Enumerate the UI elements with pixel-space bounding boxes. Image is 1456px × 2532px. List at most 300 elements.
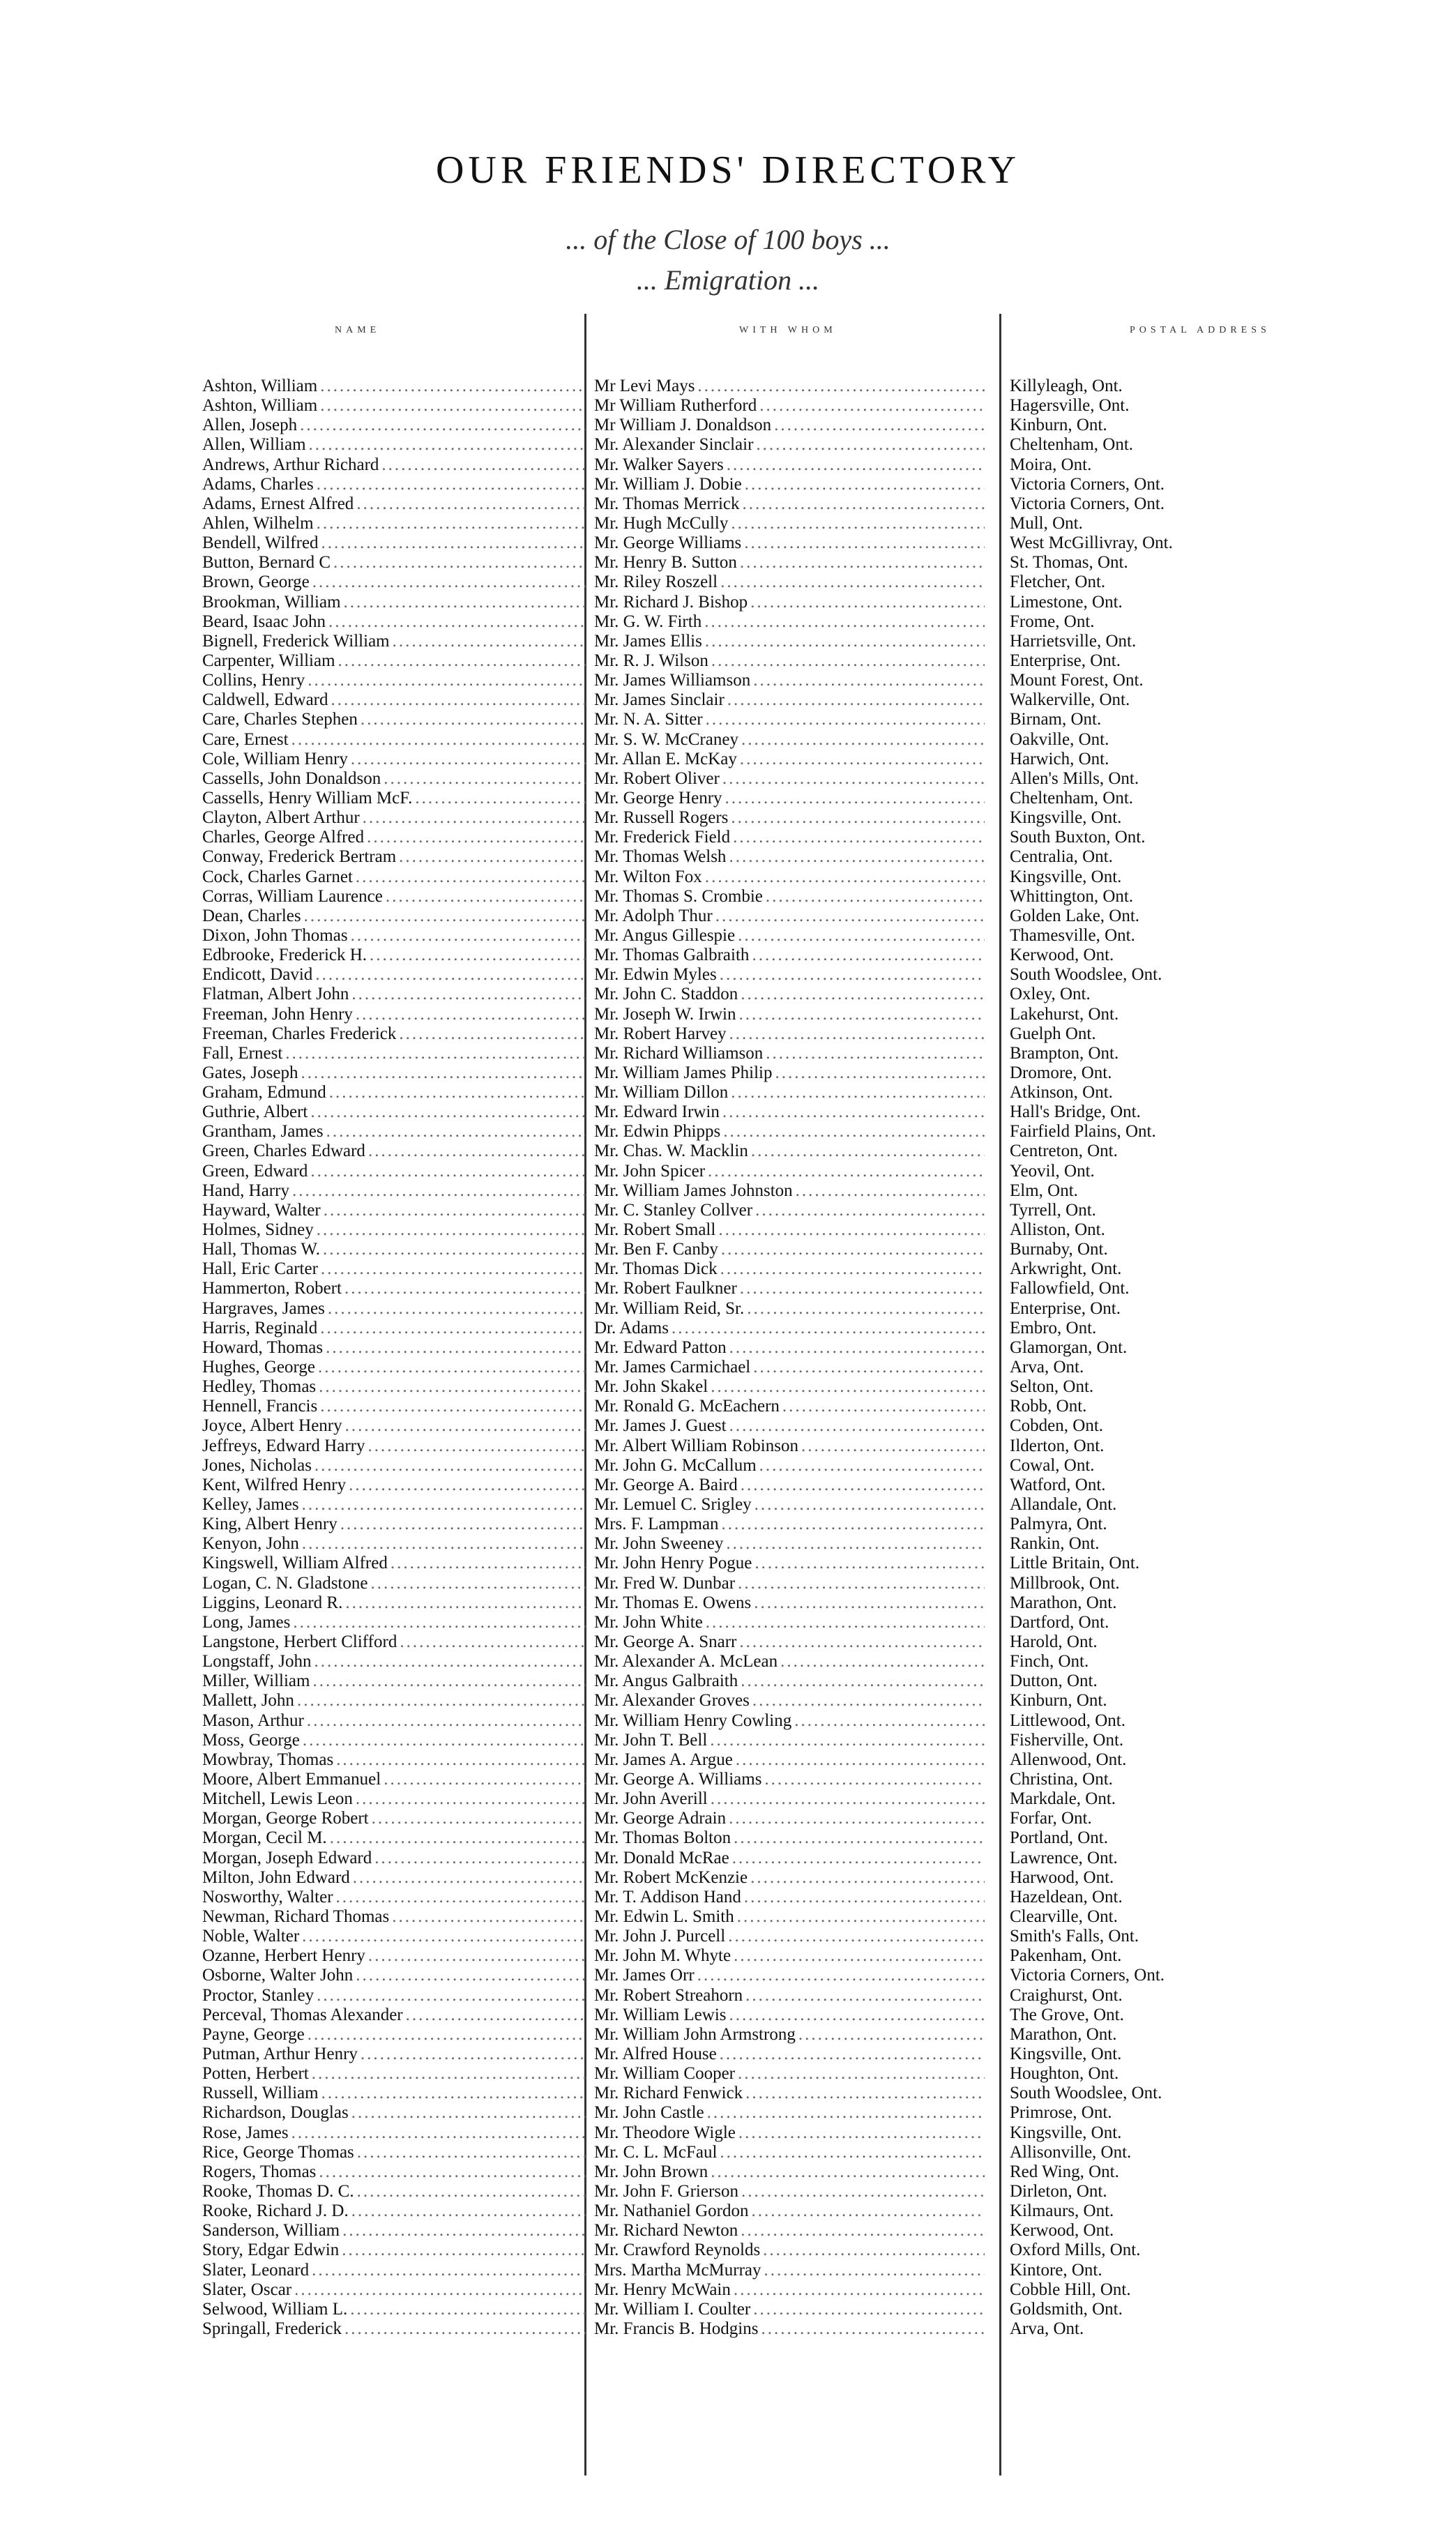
- entry-name: Gates, Joseph: [202, 1063, 298, 1082]
- entry-address: Fisherville, Ont.: [1010, 1730, 1124, 1750]
- leader-dots: [356, 1005, 586, 1024]
- entry-guardian-row: [594, 1397, 985, 1416]
- entry-guardian-row: [594, 2103, 985, 2123]
- leader-dots: [711, 1789, 985, 1809]
- leader-dots: [752, 946, 985, 965]
- entry-name-row: [202, 1986, 586, 2006]
- entry-name: Conway, Frederick Bertram: [202, 847, 397, 867]
- entry-name-row: [202, 1593, 586, 1613]
- entry-name: Green, Edward: [202, 1161, 308, 1181]
- entry-address: Brampton, Ont.: [1010, 1043, 1119, 1063]
- entry-name: Care, Charles Stephen: [202, 710, 358, 729]
- entry-guardian-row: [594, 1495, 985, 1515]
- leader-dots: [336, 1888, 586, 1907]
- entry-name-row: [202, 2103, 586, 2123]
- entry-name: Moore, Albert Emmanuel: [202, 1769, 381, 1789]
- leader-dots: [317, 1986, 586, 2006]
- entry-name: Morgan, George Robert: [202, 1809, 369, 1828]
- entry-guardian-row: [594, 1181, 985, 1201]
- entry-address: Centreton, Ont.: [1010, 1142, 1118, 1161]
- entry-guardian-row: [594, 651, 985, 671]
- entry-guardian-row: [594, 750, 985, 769]
- leader-dots: [720, 2045, 985, 2064]
- entry-guardian: Mr. Theodore Wigle: [594, 2123, 736, 2142]
- leader-dots: [356, 494, 586, 514]
- leader-dots: [350, 2300, 586, 2319]
- entry-name: Dixon, John Thomas: [202, 925, 348, 945]
- entry-address: Elm, Ont.: [1010, 1181, 1078, 1200]
- entry-name-row: [202, 1259, 586, 1279]
- entry-guardian-row: [594, 2123, 985, 2143]
- entry-name: Ashton, William: [202, 396, 318, 416]
- entry-name-row: [202, 1632, 586, 1652]
- entry-name: Mitchell, Lewis Leon: [202, 1789, 353, 1809]
- entry-guardian-row: [594, 1809, 985, 1828]
- entry-address: West McGillivray, Ont.: [1010, 533, 1173, 553]
- entry-name-row: [202, 514, 586, 533]
- column-header-address: POSTAL ADDRESS: [1130, 325, 1271, 335]
- leader-dots: [351, 926, 586, 946]
- entry-name-row: [202, 1731, 586, 1750]
- leader-dots: [310, 1162, 586, 1181]
- entry-guardian: Mr. Alexander Groves: [594, 1691, 750, 1711]
- leader-dots: [315, 965, 586, 985]
- entry-address: Enterprise, Ont.: [1010, 1298, 1121, 1318]
- entry-guardian-row: [594, 1063, 985, 1083]
- entry-guardian: Mr. G. W. Firth: [594, 612, 702, 631]
- entry-address: Moira, Ont.: [1010, 455, 1092, 474]
- entry-name: Green, Charles Edward: [202, 1142, 365, 1161]
- entry-address: Pakenham, Ont.: [1010, 1946, 1122, 1966]
- entry-address: Tyrrell, Ont.: [1010, 1200, 1096, 1220]
- entry-name-row: [202, 1574, 586, 1593]
- entry-address: Rankin, Ont.: [1010, 1534, 1100, 1554]
- entry-guardian-row: [594, 887, 985, 907]
- leader-dots: [754, 1495, 985, 1515]
- entry-guardian: Mr. Angus Gillespie: [594, 925, 736, 945]
- entry-name-row: [202, 1279, 586, 1298]
- leader-dots: [704, 612, 985, 632]
- entry-address: Watford, Ont.: [1010, 1475, 1106, 1494]
- leader-dots: [312, 2064, 586, 2084]
- leader-dots: [729, 847, 985, 867]
- entry-guardian-row: [594, 553, 985, 573]
- leader-dots: [731, 1083, 985, 1102]
- entry-name-row: [202, 632, 586, 651]
- entry-guardian-row: [594, 593, 985, 612]
- entry-guardian-row: [594, 730, 985, 750]
- leader-dots: [328, 1299, 586, 1319]
- entry-guardian: Mr. Riley Roszell: [594, 573, 718, 592]
- entry-guardian-row: [594, 690, 985, 710]
- entry-name: Slater, Oscar: [202, 2280, 292, 2299]
- leader-dots: [775, 1063, 985, 1083]
- entry-name: Mowbray, Thomas: [202, 1750, 334, 1769]
- entry-guardian-row: [594, 2162, 985, 2182]
- leader-dots: [384, 769, 586, 789]
- entry-address: Smith's Falls, Ont.: [1010, 1927, 1139, 1946]
- leader-dots: [737, 1907, 985, 1927]
- entry-address: Allenwood, Ont.: [1010, 1750, 1127, 1769]
- entry-name-row: [202, 1515, 586, 1534]
- entry-guardian: Mr. Edward Patton: [594, 1337, 727, 1357]
- entry-guardian-row: [594, 1613, 985, 1632]
- entry-name-row: [202, 1907, 586, 1927]
- entry-guardian: Mr. William Lewis: [594, 2005, 727, 2024]
- column-header-name: NAME: [335, 325, 381, 335]
- entry-guardian: Mr. John Spicer: [594, 1161, 706, 1181]
- entry-guardian: Mr. John M. Whyte: [594, 1946, 731, 1966]
- entry-name: Hall, Eric Carter: [202, 1259, 318, 1279]
- entry-name-row: [202, 828, 586, 847]
- entry-name-row: [202, 2319, 586, 2339]
- entry-guardian-row: [594, 2221, 985, 2241]
- leader-dots: [745, 475, 985, 494]
- entry-guardian-row: [594, 1888, 985, 1907]
- leader-dots: [291, 730, 586, 750]
- entry-guardian: Mr. Albert William Robinson: [594, 1436, 798, 1455]
- leader-dots: [368, 1946, 586, 1966]
- entry-guardian: Mr. William James Philip: [594, 1063, 773, 1082]
- entry-name: Hennell, Francis: [202, 1397, 318, 1416]
- leader-dots: [731, 808, 985, 828]
- entry-guardian: Mr. Thomas Merrick: [594, 494, 740, 513]
- leader-dots: [763, 2241, 985, 2260]
- entry-guardian: Mr. Chas. W. Macklin: [594, 1142, 748, 1161]
- entry-guardian-row: [594, 435, 985, 455]
- entry-name-row: [202, 1770, 586, 1789]
- leader-dots: [302, 1534, 586, 1554]
- entry-guardian-row: [594, 1731, 985, 1750]
- leader-dots: [292, 1181, 586, 1201]
- entry-address: Mull, Ont.: [1010, 513, 1083, 533]
- entry-name-row: [202, 475, 586, 494]
- entry-name: Howard, Thomas: [202, 1337, 324, 1357]
- leader-dots: [314, 1652, 586, 1671]
- entry-guardian: Mr. George Williams: [594, 533, 742, 553]
- entry-name: Allen, William: [202, 435, 306, 455]
- leader-dots: [323, 1240, 586, 1259]
- entry-name-row: [202, 2261, 586, 2280]
- leader-dots: [308, 2025, 586, 2045]
- leader-dots: [320, 396, 586, 416]
- entry-name: Collins, Henry: [202, 671, 305, 690]
- leader-dots: [307, 1711, 586, 1731]
- entry-address: Hazeldean, Ont.: [1010, 1887, 1123, 1906]
- entry-name-row: [202, 730, 586, 750]
- entry-address: Fallowfield, Ont.: [1010, 1279, 1130, 1298]
- entry-address: Craighurst, Ont.: [1010, 1985, 1123, 2005]
- entry-guardian: Mr. William Cooper: [594, 2064, 735, 2084]
- entry-guardian: Mr. Edwin Phipps: [594, 1122, 721, 1142]
- leader-dots: [356, 867, 586, 887]
- entry-name: Putman, Arthur Henry: [202, 2044, 358, 2063]
- entry-name-row: [202, 593, 586, 612]
- entry-guardian: Mr. James Sinclair: [594, 690, 725, 710]
- entry-name: Logan, C. N. Gladstone: [202, 1573, 368, 1593]
- entry-name: Rose, James: [202, 2123, 289, 2142]
- entry-name: Longstaff, John: [202, 1652, 312, 1671]
- entry-guardian-row: [594, 2261, 985, 2280]
- leader-dots: [780, 1652, 985, 1671]
- entry-guardian: Mr. George Adrain: [594, 1809, 727, 1828]
- entry-name-row: [202, 1789, 586, 1809]
- entry-address: Centralia, Ont.: [1010, 847, 1113, 867]
- leader-dots: [740, 553, 985, 573]
- entry-name: Adams, Charles: [202, 474, 314, 494]
- leader-dots: [384, 1770, 586, 1789]
- entry-address: Harrietsville, Ont.: [1010, 631, 1137, 651]
- entry-name: Fall, Ernest: [202, 1043, 283, 1063]
- entry-guardian-row: [594, 1632, 985, 1652]
- leader-dots: [738, 1574, 985, 1593]
- leader-dots: [722, 769, 985, 789]
- leader-dots: [342, 2221, 586, 2241]
- entry-guardian: Mr. Thomas Galbraith: [594, 946, 750, 965]
- entry-name-row: [202, 2045, 586, 2064]
- entry-guardian-row: [594, 2045, 985, 2064]
- leader-dots: [363, 808, 586, 828]
- entry-guardian-row: [594, 1377, 985, 1397]
- entry-guardian: Mr. S. W. McCraney: [594, 729, 738, 749]
- entry-name-row: [202, 867, 586, 887]
- leader-dots: [705, 867, 985, 887]
- entry-guardian-row: [594, 985, 985, 1004]
- leader-dots: [729, 1338, 985, 1358]
- entry-address: Burnaby, Ont.: [1010, 1240, 1108, 1259]
- leader-dots: [708, 1162, 985, 1181]
- leader-dots: [729, 2006, 985, 2025]
- leader-dots: [374, 1849, 586, 1868]
- entry-name: Freeman, Charles Frederick: [202, 1024, 397, 1043]
- leader-dots: [745, 2084, 985, 2103]
- entry-name-row: [202, 1083, 586, 1102]
- entry-address: Atkinson, Ont.: [1010, 1083, 1113, 1102]
- leader-dots: [361, 710, 586, 729]
- entry-address: Cobble Hill, Ont.: [1010, 2280, 1131, 2299]
- entry-name: Noble, Walter: [202, 1927, 300, 1946]
- entry-name: Bendell, Wilfred: [202, 533, 319, 553]
- entry-guardian: Mr. C. L. McFaul: [594, 2142, 718, 2162]
- entry-guardian: Mr William Rutherford: [594, 396, 757, 416]
- entry-address: Portland, Ont.: [1010, 1828, 1108, 1848]
- entry-name: Charles, George Alfred: [202, 828, 365, 847]
- leader-dots: [344, 2319, 586, 2339]
- entry-guardian-row: [594, 1750, 985, 1770]
- entry-guardian-row: [594, 2143, 985, 2162]
- entry-name-row: [202, 1613, 586, 1632]
- entry-name-row: [202, 1671, 586, 1691]
- entry-name-row: [202, 377, 586, 396]
- entry-address: Thamesville, Ont.: [1010, 925, 1135, 945]
- entry-address: Markdale, Ont.: [1010, 1789, 1116, 1809]
- entry-guardian-row: [594, 1024, 985, 1044]
- entry-name-row: [202, 1476, 586, 1495]
- entry-name-row: [202, 1181, 586, 1201]
- entry-name-row: [202, 1868, 586, 1888]
- entry-address: Victoria Corners, Ont.: [1010, 474, 1165, 494]
- entry-address: Kingsville, Ont.: [1010, 867, 1122, 886]
- entry-name-row: [202, 1927, 586, 1946]
- entry-name: Cassells, John Donaldson: [202, 768, 381, 788]
- leader-dots: [349, 1476, 586, 1495]
- leader-dots: [393, 632, 586, 651]
- entry-name-row: [202, 1024, 586, 1044]
- entry-address: Kerwood, Ont.: [1010, 946, 1114, 965]
- entry-address: Harwich, Ont.: [1010, 749, 1109, 768]
- leader-dots: [361, 2045, 586, 2064]
- entry-name-row: [202, 2182, 586, 2201]
- entry-address: Goldsmith, Ont.: [1010, 2299, 1123, 2319]
- entry-name: Hedley, Thomas: [202, 1377, 317, 1397]
- entry-guardian-row: [594, 1044, 985, 1063]
- entry-name-row: [202, 2084, 586, 2103]
- entry-address: Cobden, Ont.: [1010, 1416, 1104, 1436]
- leader-dots: [729, 1024, 985, 1044]
- entry-guardian-row: [594, 1652, 985, 1671]
- entry-address: Hall's Bridge, Ont.: [1010, 1102, 1141, 1122]
- entry-name: Ashton, William: [202, 377, 318, 395]
- entry-name: Kent, Wilfred Henry: [202, 1475, 347, 1494]
- entry-name: Moss, George: [202, 1730, 300, 1750]
- entry-guardian-row: [594, 1240, 985, 1259]
- entry-name: Corras, William Laurence: [202, 886, 383, 906]
- entry-address: Golden Lake, Ont.: [1010, 906, 1140, 925]
- leader-dots: [750, 1868, 985, 1888]
- entry-name-row: [202, 2162, 586, 2182]
- leader-dots: [759, 1456, 985, 1476]
- entry-guardian-row: [594, 514, 985, 533]
- entry-guardian: Mr. John White: [594, 1612, 703, 1632]
- leader-dots: [738, 2123, 985, 2143]
- entry-guardian-row: [594, 1201, 985, 1220]
- entry-guardian: Mr. Adolph Thur: [594, 906, 713, 925]
- entry-name-row: [202, 1044, 586, 1063]
- entry-name: Harris, Reginald: [202, 1318, 318, 1337]
- leader-dots: [308, 671, 586, 690]
- entry-guardian: Mr. John Brown: [594, 2162, 708, 2181]
- leader-dots: [727, 455, 985, 475]
- entry-guardian-row: [594, 828, 985, 847]
- leader-dots: [345, 1416, 586, 1436]
- leader-dots: [319, 1377, 586, 1397]
- entry-address: Fletcher, Ont.: [1010, 573, 1106, 592]
- leader-dots: [309, 435, 586, 455]
- entry-guardian: Mr. Alfred House: [594, 2044, 717, 2063]
- entry-guardian: Mr. John J. Purcell: [594, 1927, 726, 1946]
- entry-name-row: [202, 1122, 586, 1142]
- entry-name: King, Albert Henry: [202, 1515, 338, 1534]
- entry-guardian-row: [594, 1162, 985, 1181]
- entry-name: Richardson, Douglas: [202, 2103, 349, 2123]
- entry-guardian: Mr. T. Addison Hand: [594, 1887, 741, 1906]
- entry-guardian: Mr. John Henry Pogue: [594, 1554, 752, 1573]
- entry-name: Perceval, Thomas Alexander: [202, 2005, 403, 2024]
- entry-name-row: [202, 985, 586, 1004]
- entry-address: Marathon, Ont.: [1010, 2024, 1117, 2044]
- leader-dots: [415, 789, 586, 808]
- entry-guardian-row: [594, 1476, 985, 1495]
- entry-guardian: Mr. Francis B. Hodgins: [594, 2319, 759, 2338]
- entry-guardian: Mr. Walker Sayers: [594, 455, 724, 474]
- entry-guardian: Mr. Richard Williamson: [594, 1043, 764, 1063]
- leader-dots: [798, 2025, 985, 2045]
- entry-guardian: Mr. James A. Argue: [594, 1750, 733, 1769]
- entry-name-row: [202, 1142, 586, 1161]
- leader-dots: [715, 907, 985, 926]
- leader-dots: [732, 1849, 985, 1868]
- entry-name-row: [202, 1377, 586, 1397]
- entry-address: Embro, Ont.: [1010, 1318, 1097, 1337]
- entry-guardian: Mr. Alexander A. McLean: [594, 1652, 778, 1671]
- leader-dots: [729, 1416, 985, 1436]
- column-divider-right: [999, 314, 1001, 2476]
- entry-name: Grantham, James: [202, 1122, 324, 1142]
- leader-dots: [302, 1927, 586, 1946]
- entry-address: Hagersville, Ont.: [1010, 396, 1130, 416]
- entry-address: Cowal, Ont.: [1010, 1455, 1095, 1475]
- leader-dots: [321, 533, 586, 553]
- entry-name-row: [202, 887, 586, 907]
- entry-address: Whittington, Ont.: [1010, 886, 1134, 906]
- entry-guardian-row: [594, 1593, 985, 1613]
- entry-guardian: Mr. Thomas Bolton: [594, 1828, 731, 1848]
- leader-dots: [754, 1593, 985, 1613]
- names-column: [202, 377, 586, 2339]
- leader-dots: [736, 1750, 985, 1770]
- entry-name-row: [202, 2201, 586, 2221]
- entry-address: Cheltenham, Ont.: [1010, 788, 1134, 808]
- entry-name-row: [202, 1495, 586, 1515]
- entry-guardian-row: [594, 867, 985, 887]
- entry-name-row: [202, 965, 586, 985]
- entry-guardian: Mr. Robert Faulkner: [594, 1279, 737, 1298]
- entry-name: Bignell, Frederick William: [202, 631, 390, 651]
- entry-guardian: Mr. Russell Rogers: [594, 808, 729, 828]
- leader-dots: [320, 1397, 586, 1416]
- entry-address: Kilmaurs, Ont.: [1010, 2201, 1114, 2221]
- leader-dots: [336, 1750, 586, 1770]
- entry-guardian-row: [594, 1122, 985, 1142]
- leader-dots: [801, 1436, 985, 1456]
- entry-guardian: Mrs. Martha McMurray: [594, 2260, 761, 2280]
- entry-name: Clayton, Albert Arthur: [202, 808, 360, 828]
- entry-guardian: Mrs. F. Lampman: [594, 1515, 719, 1534]
- leader-dots: [372, 1809, 586, 1828]
- entry-name: Rogers, Thomas: [202, 2162, 317, 2181]
- entry-address: Ilderton, Ont.: [1010, 1436, 1105, 1455]
- entry-guardian: Mr. Thomas E. Owens: [594, 1593, 752, 1612]
- entry-guardian: Mr. William James Johnston: [594, 1181, 793, 1200]
- entry-guardian: Mr. Richard Newton: [594, 2221, 738, 2241]
- leader-dots: [739, 1632, 985, 1652]
- entry-guardian: Mr. Joseph W. Irwin: [594, 1004, 736, 1024]
- entry-guardian-row: [594, 377, 985, 396]
- entry-guardian: Mr William J. Donaldson: [594, 416, 772, 435]
- entry-guardian: Mr. Edward Irwin: [594, 1102, 720, 1122]
- entry-guardian: Mr. C. Stanley Collver: [594, 1200, 753, 1220]
- leader-dots: [711, 2162, 985, 2182]
- entry-name: Cock, Charles Garnet: [202, 867, 353, 886]
- leader-dots: [721, 1240, 985, 1259]
- entry-guardian: Mr. William Dillon: [594, 1083, 729, 1102]
- entry-guardian-row: [594, 1279, 985, 1298]
- entry-name-row: [202, 750, 586, 769]
- entry-name-row: [202, 1691, 586, 1711]
- entry-guardian: Mr. John C. Staddon: [594, 985, 738, 1004]
- entry-guardian-row: [594, 1416, 985, 1436]
- entry-name: Button, Bernard C: [202, 553, 331, 573]
